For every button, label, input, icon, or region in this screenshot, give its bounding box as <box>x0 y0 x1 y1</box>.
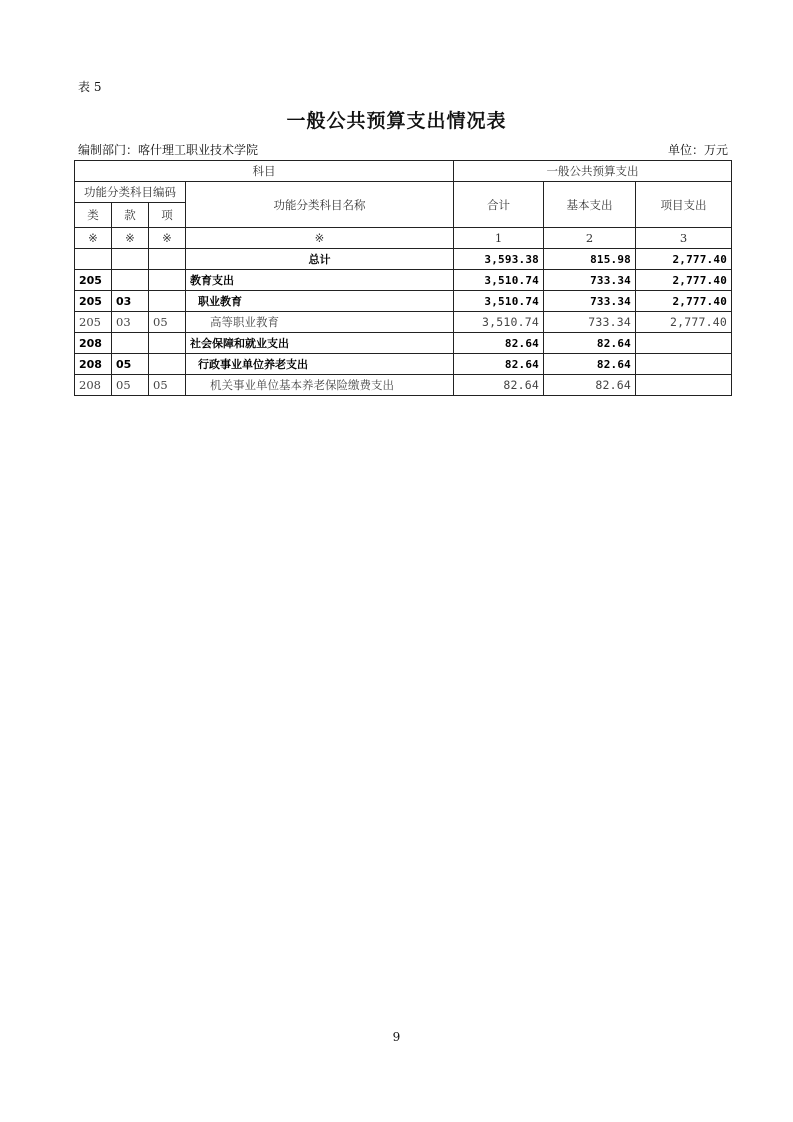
table-row <box>75 291 732 312</box>
table-row <box>75 354 732 375</box>
cell-name: 机关事业单位基本养老保险缴费支出 <box>186 375 454 396</box>
page-number: 9 <box>392 1030 401 1044</box>
cell-lei: 208 <box>75 333 112 354</box>
table-row-total <box>75 249 732 270</box>
header-row-1 <box>75 161 732 182</box>
index-1: 1 <box>454 228 544 249</box>
mark-kuan: ※ <box>112 228 149 249</box>
header-subject: 科目 <box>75 161 454 182</box>
cell-xiang: 05 <box>149 312 186 333</box>
cell-name: 总计 <box>186 249 454 270</box>
header-total-col: 合计 <box>454 182 544 228</box>
cell-project <box>636 354 732 375</box>
header-basic-col: 基本支出 <box>544 182 636 228</box>
cell-project: 2,777.40 <box>636 312 732 333</box>
cell-xiang <box>149 291 186 312</box>
cell-lei: 208 <box>75 354 112 375</box>
cell-project: 2,777.40 <box>636 270 732 291</box>
department-label: 编制部门：喀什理工职业技术学院 <box>78 143 259 157</box>
header-name-col: 功能分类科目名称 <box>186 182 454 228</box>
cell-kuan <box>112 270 149 291</box>
index-2: 2 <box>544 228 636 249</box>
cell-xiang <box>149 249 186 270</box>
cell-xiang <box>149 354 186 375</box>
cell-kuan: 03 <box>112 312 149 333</box>
mark-lei: ※ <box>75 228 112 249</box>
table-row <box>75 270 732 291</box>
cell-name: 职业教育 <box>186 291 454 312</box>
cell-basic: 82.64 <box>544 333 636 354</box>
cell-basic: 733.34 <box>544 312 636 333</box>
header-row-2 <box>75 182 732 203</box>
cell-xiang <box>149 333 186 354</box>
cell-total: 82.64 <box>454 333 544 354</box>
cell-total: 3,510.74 <box>454 270 544 291</box>
cell-basic: 733.34 <box>544 270 636 291</box>
header-index-row <box>75 228 732 249</box>
cell-lei: 205 <box>75 312 112 333</box>
table-row <box>75 312 732 333</box>
cell-lei <box>75 249 112 270</box>
header-code-group: 功能分类科目编码 <box>75 182 186 203</box>
header-xiang: 项 <box>149 203 186 228</box>
cell-total: 3,593.38 <box>454 249 544 270</box>
header-lei: 类 <box>75 203 112 228</box>
cell-kuan: 05 <box>112 375 149 396</box>
cell-basic: 815.98 <box>544 249 636 270</box>
budget-table <box>74 160 732 396</box>
mark-name: ※ <box>186 228 454 249</box>
header-project-col: 项目支出 <box>636 182 732 228</box>
cell-project <box>636 375 732 396</box>
cell-basic: 733.34 <box>544 291 636 312</box>
header-budget-group: 一般公共预算支出 <box>454 161 732 182</box>
cell-project: 2,777.40 <box>636 291 732 312</box>
mark-xiang: ※ <box>149 228 186 249</box>
cell-kuan: 03 <box>112 291 149 312</box>
cell-total: 82.64 <box>454 375 544 396</box>
table-row <box>75 375 732 396</box>
cell-name: 高等职业教育 <box>186 312 454 333</box>
cell-name: 社会保障和就业支出 <box>186 333 454 354</box>
index-3: 3 <box>636 228 732 249</box>
unit-label: 单位：万元 <box>667 143 728 157</box>
cell-project: 2,777.40 <box>636 249 732 270</box>
table-label: 表 5 <box>78 80 102 94</box>
cell-total: 82.64 <box>454 354 544 375</box>
header-kuan: 款 <box>112 203 149 228</box>
cell-kuan <box>112 249 149 270</box>
cell-lei: 205 <box>75 291 112 312</box>
cell-lei: 208 <box>75 375 112 396</box>
table-row <box>75 333 732 354</box>
cell-lei: 205 <box>75 270 112 291</box>
cell-basic: 82.64 <box>544 375 636 396</box>
cell-xiang: 05 <box>149 375 186 396</box>
cell-kuan <box>112 333 149 354</box>
cell-total: 3,510.74 <box>454 312 544 333</box>
cell-basic: 82.64 <box>544 354 636 375</box>
cell-kuan: 05 <box>112 354 149 375</box>
page-title: 一般公共预算支出情况表 <box>286 110 507 132</box>
cell-total: 3,510.74 <box>454 291 544 312</box>
cell-project <box>636 333 732 354</box>
cell-name: 教育支出 <box>186 270 454 291</box>
cell-name: 行政事业单位养老支出 <box>186 354 454 375</box>
cell-xiang <box>149 270 186 291</box>
